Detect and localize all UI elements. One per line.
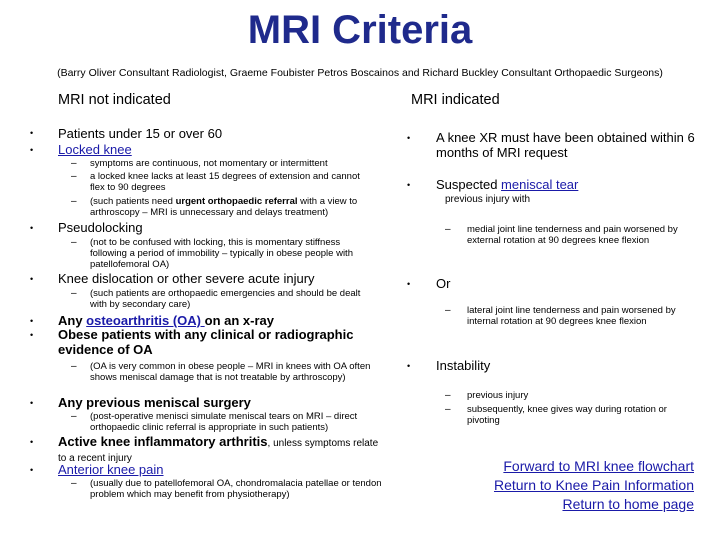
criterion-instability: Instability — [436, 358, 491, 373]
medial-tenderness-note: medial joint line tenderness and pain worsened by external rotation at 90 degrees knee flexion — [467, 224, 678, 246]
bullet-icon: • — [407, 279, 411, 289]
bullet-icon: • — [30, 223, 34, 233]
dash-icon: – — [71, 361, 77, 372]
pseudolocking-note: (not to be confused with locking, this is momentary stiffness following a period of immobility – typically in obese people with patellofemoral OA) — [90, 237, 353, 270]
obese-note: (OA is very common in obese people – MRI in knees with OA often shows meniscal damage that is not treatable by arthroscopy) — [90, 361, 371, 383]
locked-knee-link[interactable]: Locked knee — [58, 142, 132, 157]
dash-icon: – — [71, 237, 77, 248]
criterion-pseudolocking: Pseudolocking — [58, 220, 143, 235]
right-column-heading: MRI indicated — [411, 92, 500, 108]
meniscal-tear-lead: previous injury with — [445, 194, 531, 205]
dash-icon: – — [71, 478, 77, 489]
dash-icon: – — [71, 288, 77, 299]
knee-pain-info-link[interactable]: Return to Knee Pain Information — [493, 477, 694, 493]
dislocation-note: (such patients are orthopaedic emergencies and should be dealt with by secondary care) — [90, 288, 361, 310]
home-page-link[interactable]: Return to home page — [562, 496, 694, 512]
locked-knee-note-1: symptoms are continuous, not momentary or intermittent — [90, 158, 328, 169]
lateral-tenderness-note: lateral joint line tenderness and pain worsened by internal rotation at 90 degrees knee flexion — [467, 305, 676, 327]
or-label: Or — [436, 276, 451, 291]
criterion-osteoarthritis: Any osteoarthritis (OA) on an x-ray — [58, 313, 274, 328]
bullet-icon: • — [407, 180, 411, 190]
bullet-icon: • — [30, 274, 34, 284]
bullet-icon: • — [407, 133, 411, 143]
dash-icon: – — [445, 404, 451, 415]
criterion-age: Patients under 15 or over 60 — [58, 126, 223, 141]
criterion-obese: Obese patients with any clinical or radiographic evidence of OA — [58, 327, 354, 357]
instability-note-2: subsequently, knee gives way during rotation or pivoting — [467, 404, 667, 426]
dash-icon: – — [71, 196, 77, 207]
dash-icon: – — [445, 390, 451, 401]
left-column-heading: MRI not indicated — [58, 92, 171, 108]
dash-icon: – — [71, 411, 77, 422]
bullet-icon: • — [30, 128, 34, 138]
previous-surgery-note: (post-operative menisci simulate meniscal tears on MRI – direct orthopaedic clinic referral is appropriate in such patients) — [90, 411, 358, 433]
bullet-icon: • — [30, 316, 34, 326]
instability-note-1: previous injury — [467, 390, 529, 401]
bullet-icon: • — [30, 465, 34, 475]
flowchart-link[interactable]: Forward to MRI knee flowchart — [503, 458, 694, 474]
page-title: MRI Criteria — [247, 8, 473, 52]
osteoarthritis-link[interactable]: osteoarthritis (OA) — [86, 313, 205, 328]
anterior-knee-pain-link[interactable]: Anterior knee pain — [58, 462, 164, 477]
dash-icon: – — [445, 224, 451, 235]
bullet-icon: • — [407, 361, 411, 371]
locked-knee-note-2: a locked knee lacks at least 15 degrees of extension and cannot flex to 90 degrees — [90, 171, 360, 193]
bullet-icon: • — [30, 145, 34, 155]
criterion-inflammatory: Active knee inflammatory arthritis, unless symptoms relate to a recent injury — [58, 434, 379, 464]
criterion-meniscal-tear: Suspected meniscal tear — [436, 177, 579, 192]
bullet-icon: • — [30, 398, 34, 408]
dash-icon: – — [445, 305, 451, 316]
subtitle: (Barry Oliver Consultant Radiologist, Graeme Foubister Petros Boscainos and Richard Buckley Consultant Orthopaedic Surgeons) — [57, 67, 663, 79]
criterion-dislocation: Knee dislocation or other severe acute injury — [58, 271, 315, 286]
locked-knee-note-3: (such patients need urgent orthopaedic referral with a view to arthroscopy – MRI is unnecessary and delays treatment) — [90, 196, 358, 218]
dash-icon: – — [71, 171, 77, 182]
bullet-icon: • — [30, 437, 34, 447]
meniscal-tear-link[interactable]: meniscal tear — [501, 177, 579, 192]
anterior-knee-pain-note: (usually due to patellofemoral OA, chondromalacia patellae or tendon problem which may benefit from physiotherapy) — [90, 478, 382, 500]
criterion-xray: A knee XR must have been obtained within 6 months of MRI request — [436, 130, 695, 160]
bullet-icon: • — [30, 330, 34, 340]
dash-icon: – — [71, 158, 77, 169]
criterion-previous-surgery: Any previous meniscal surgery — [58, 395, 251, 410]
